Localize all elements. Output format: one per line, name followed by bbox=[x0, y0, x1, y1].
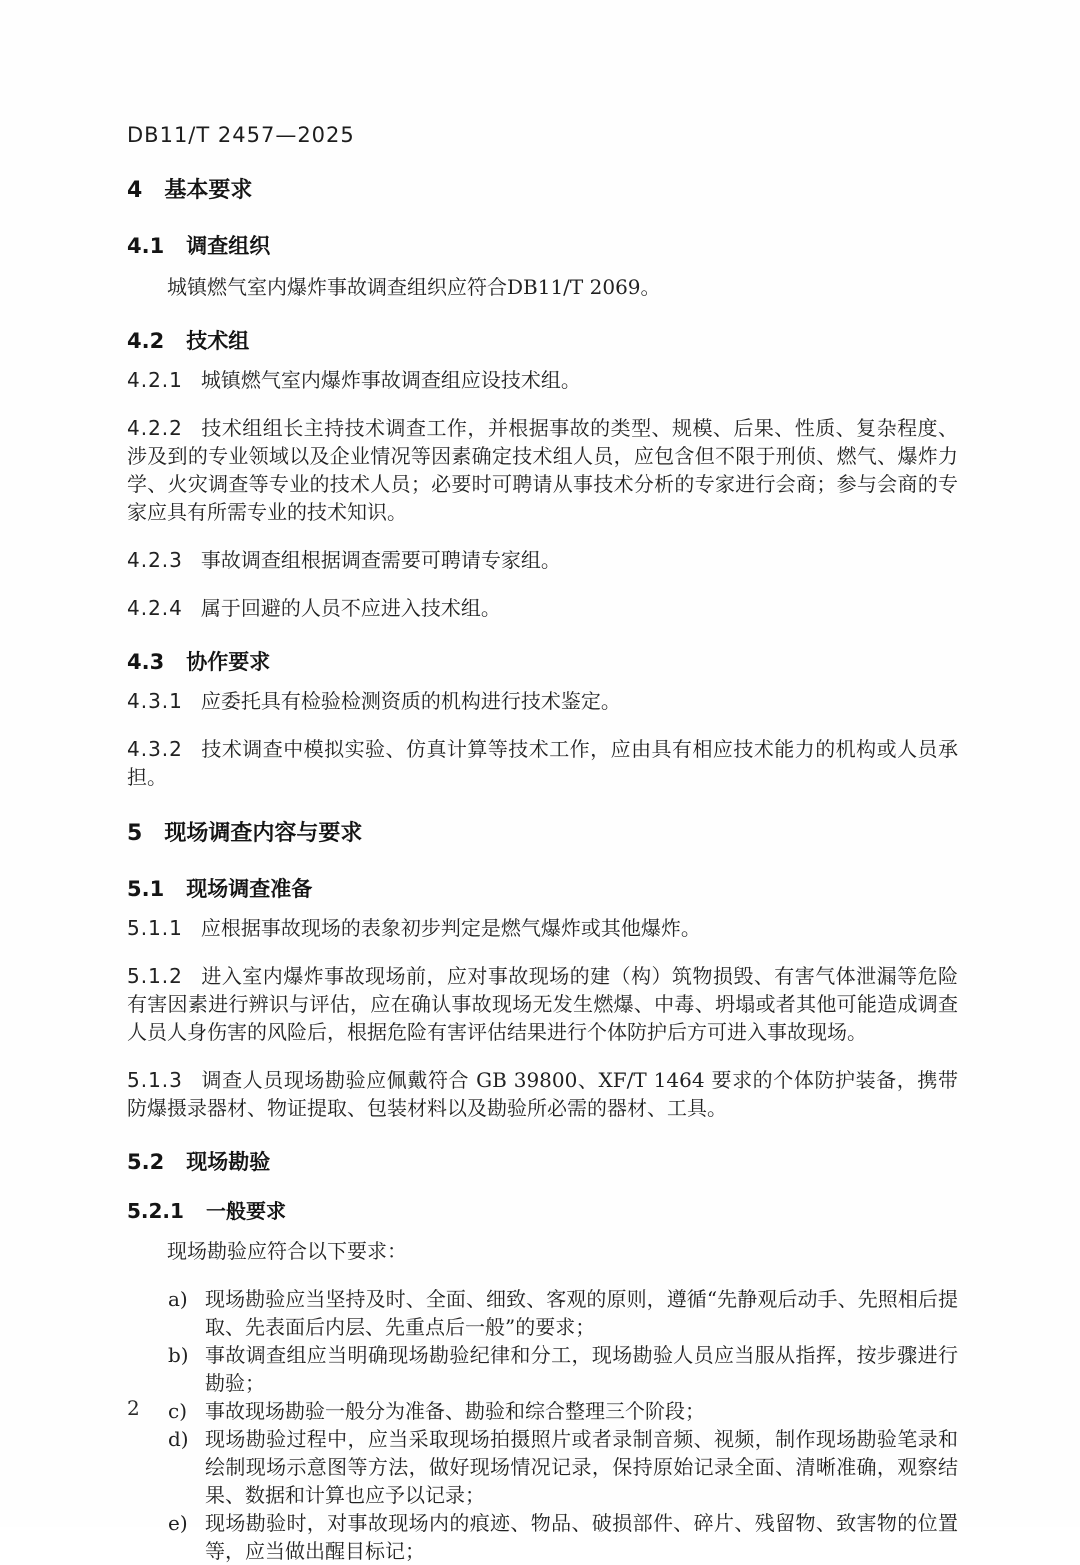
clause-number: 4.2.2 bbox=[127, 416, 183, 440]
list-marker: a) bbox=[168, 1287, 188, 1311]
list-item-b bbox=[168, 1341, 958, 1397]
paragraph: 城镇燃气室内爆炸事故调查组织应符合DB11/T 2069。 bbox=[167, 275, 661, 299]
list-item-text: 现场勘验过程中，应当采取现场拍摄照片或者录制音频、视频，制作现场勘验笔录和绘制现场示意图等方法，做好现场情况记录，保持原始记录全面、清晰准确，观察结果、数据和计算也应予以记录； bbox=[205, 1427, 958, 1507]
chapter-title: 基本要求 bbox=[164, 178, 253, 203]
chapter-number: 4 bbox=[127, 178, 143, 203]
section-5-1-heading bbox=[127, 875, 958, 903]
clause-number: 4.2.3 bbox=[127, 548, 183, 572]
list-item-text: 现场勘验应当坚持及时、全面、细致、客观的原则，遵循“先静观后动手、先照相后提取、先表面后内层、先重点后一般”的要求； bbox=[205, 1287, 958, 1339]
section-number: 4.2 bbox=[127, 329, 165, 353]
clause-number: 5.1.3 bbox=[127, 1068, 183, 1092]
clause-text: 城镇燃气室内爆炸事故调查组应设技术组。 bbox=[200, 368, 581, 392]
clause-number: 4.2.4 bbox=[127, 596, 183, 620]
list-item-e bbox=[168, 1509, 958, 1565]
clause-number: 5.1.2 bbox=[127, 964, 183, 988]
clause-text: 进入室内爆炸事故现场前，应对事故现场的建（构）筑物损毁、有害气体泄漏等危险有害因素进行辨识与评估，应在确认事故现场无发生燃爆、中毒、坍塌或者其他可能造成调查人员人身伤害的风险后，根据危险有害评估结果进行个体防护后方可进入事故现场。 bbox=[127, 964, 958, 1044]
section-4-3-heading bbox=[127, 648, 958, 676]
list-marker: d) bbox=[168, 1427, 189, 1451]
clause-5-1-1 bbox=[127, 914, 958, 942]
chapter-5-heading bbox=[127, 819, 958, 849]
clause-4-3-2 bbox=[127, 735, 958, 791]
section-number: 4.3 bbox=[127, 650, 165, 674]
subsection-5-2-1-heading bbox=[127, 1198, 958, 1224]
list-marker: b) bbox=[168, 1343, 189, 1367]
section-5-2-heading bbox=[127, 1148, 958, 1176]
chapter-title: 现场调查内容与要求 bbox=[164, 821, 363, 846]
list-intro-paragraph: 现场勘验应符合以下要求： bbox=[167, 1239, 407, 1263]
clause-4-2-1 bbox=[127, 366, 958, 394]
section-title: 技术组 bbox=[186, 329, 250, 353]
section-number: 4.1 bbox=[127, 234, 165, 258]
list-marker: e) bbox=[168, 1511, 188, 1535]
chapter-number: 5 bbox=[127, 821, 143, 846]
clause-text: 属于回避的人员不应进入技术组。 bbox=[200, 596, 501, 620]
clause-text: 应委托具有检验检测资质的机构进行技术鉴定。 bbox=[200, 689, 621, 713]
list-item-text: 现场勘验时，对事故现场内的痕迹、物品、破损部件、碎片、残留物、致害物的位置等，应当做出醒目标记； bbox=[205, 1511, 958, 1563]
section-title: 现场调查准备 bbox=[186, 877, 313, 901]
section-title: 调查组织 bbox=[186, 234, 271, 258]
section-4-1-heading bbox=[127, 232, 958, 260]
list-item-c bbox=[168, 1397, 958, 1425]
doc-header-code: DB11/T 2457—2025 bbox=[127, 123, 355, 147]
list-item-text: 事故现场勘验一般分为准备、勘验和综合整理三个阶段； bbox=[205, 1399, 705, 1423]
requirements-list bbox=[127, 1285, 958, 1565]
clause-text: 应根据事故现场的表象初步判定是燃气爆炸或其他爆炸。 bbox=[200, 916, 701, 940]
list-item-a bbox=[168, 1285, 958, 1341]
clause-number: 4.2.1 bbox=[127, 368, 183, 392]
section-number: 5.2 bbox=[127, 1150, 165, 1174]
clause-text: 调查人员现场勘验应佩戴符合 GB 39800、XF/T 1464 要求的个体防护装备，携带防爆摄录器材、物证提取、包装材料以及勘验所必需的器材、工具。 bbox=[127, 1068, 958, 1120]
subsection-number: 5.2.1 bbox=[127, 1199, 184, 1223]
clause-5-1-3 bbox=[127, 1066, 958, 1122]
clause-number: 5.1.1 bbox=[127, 916, 183, 940]
list-item-text: 事故调查组应当明确现场勘验纪律和分工，现场勘验人员应当服从指挥，按步骤进行勘验； bbox=[205, 1343, 958, 1395]
clause-4-2-3 bbox=[127, 546, 958, 574]
list-item-d bbox=[168, 1425, 958, 1509]
clause-text: 技术组组长主持技术调查工作，并根据事故的类型、规模、后果、性质、复杂程度、涉及到的专业领域以及企业情况等因素确定技术组人员，应包含但不限于刑侦、燃气、爆炸力学、火灾调查等专业的技术人员；必要时可聘请从事技术分析的专家进行会商；参与会商的专家应具有所需专业的技术知识。 bbox=[127, 416, 958, 524]
section-title: 协作要求 bbox=[186, 650, 271, 674]
subsection-title: 一般要求 bbox=[205, 1199, 286, 1223]
clause-5-1-2 bbox=[127, 962, 958, 1046]
clause-4-2-2 bbox=[127, 414, 958, 526]
clause-4-3-1 bbox=[127, 687, 958, 715]
section-title: 现场勘验 bbox=[186, 1150, 271, 1174]
section-number: 5.1 bbox=[127, 877, 165, 901]
clause-text: 技术调查中模拟实验、仿真计算等技术工作，应由具有相应技术能力的机构或人员承担。 bbox=[127, 737, 958, 789]
page-number: 2 bbox=[127, 1396, 140, 1420]
list-marker: c) bbox=[168, 1399, 188, 1423]
chapter-4-heading bbox=[127, 176, 958, 206]
clause-number: 4.3.1 bbox=[127, 689, 183, 713]
clause-text: 事故调查组根据调查需要可聘请专家组。 bbox=[200, 548, 561, 572]
section-4-2-heading bbox=[127, 327, 958, 355]
clause-number: 4.3.2 bbox=[127, 737, 183, 761]
clause-4-2-4 bbox=[127, 594, 958, 622]
